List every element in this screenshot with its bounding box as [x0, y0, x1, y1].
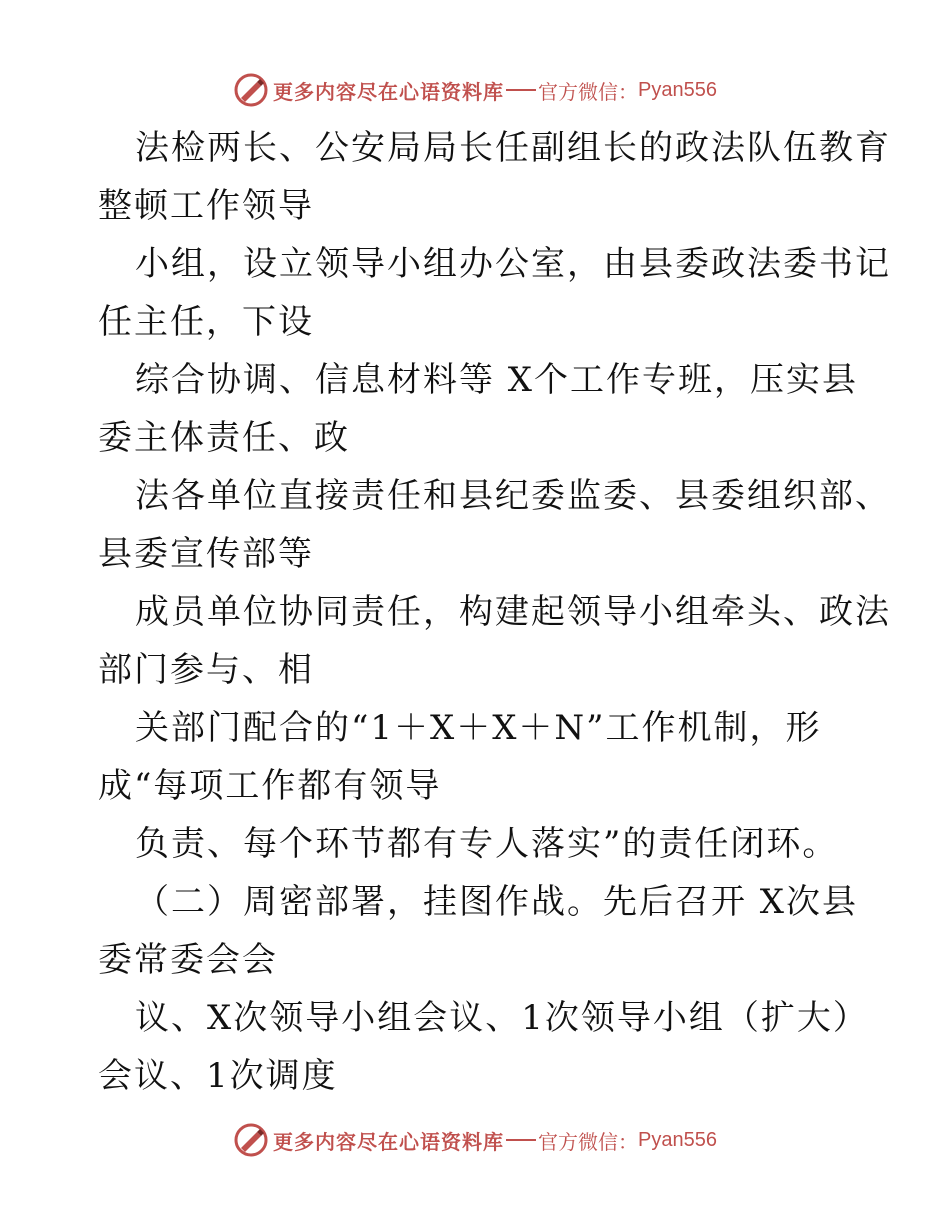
text-line: 成员单位协同责任，构建起领导小组牵头、政法: [135, 592, 891, 632]
text-line: 整顿工作领导: [98, 186, 314, 226]
text-line: 负责、每个环节都有专人落实”的责任闭环。: [135, 824, 839, 864]
text-line: 委主体责任、政: [98, 418, 350, 458]
text-line: 会议、1次调度: [98, 1056, 338, 1096]
text-line: 法各单位直接责任和县纪委监委、县委组织部、: [135, 476, 891, 516]
pen-logo-icon: [233, 72, 269, 108]
watermark-brand: 更多内容尽在心语资料库: [273, 79, 505, 104]
header-watermark: [0, 70, 950, 110]
text-line: 成“每项工作都有领导: [98, 766, 442, 806]
text-line: 小组，设立领导小组办公室，由县委政法委书记: [135, 244, 891, 284]
text-line: 议、X次领导小组会议、1次领导小组（扩大）: [135, 998, 869, 1038]
text-line: （二）周密部署，挂图作战。先后召开 X次县: [135, 882, 859, 922]
text-line: 综合协调、信息材料等 X个工作专班，压实县: [135, 360, 859, 400]
pen-logo-icon: [233, 1122, 269, 1158]
text-line: 关部门配合的“1＋X＋X＋N”工作机制，形: [135, 708, 822, 748]
watermark-account: Pyan556: [638, 78, 717, 101]
watermark-dash: [506, 1139, 536, 1141]
text-line: 部门参与、相: [98, 650, 314, 690]
watermark-wechat-label: 官方微信：: [538, 1129, 639, 1154]
footer-watermark: [0, 1120, 950, 1160]
text-line: 法检两长、公安局局长任副组长的政法队伍教育: [135, 128, 891, 168]
text-line: 任主任，下设: [98, 302, 314, 342]
watermark-wechat-label: 官方微信：: [538, 79, 639, 104]
watermark-brand: 更多内容尽在心语资料库: [273, 1129, 505, 1154]
watermark-account: Pyan556: [638, 1128, 717, 1151]
text-line: 委常委会会: [98, 940, 278, 980]
watermark-dash: [506, 89, 536, 91]
text-line: 县委宣传部等: [98, 534, 314, 574]
